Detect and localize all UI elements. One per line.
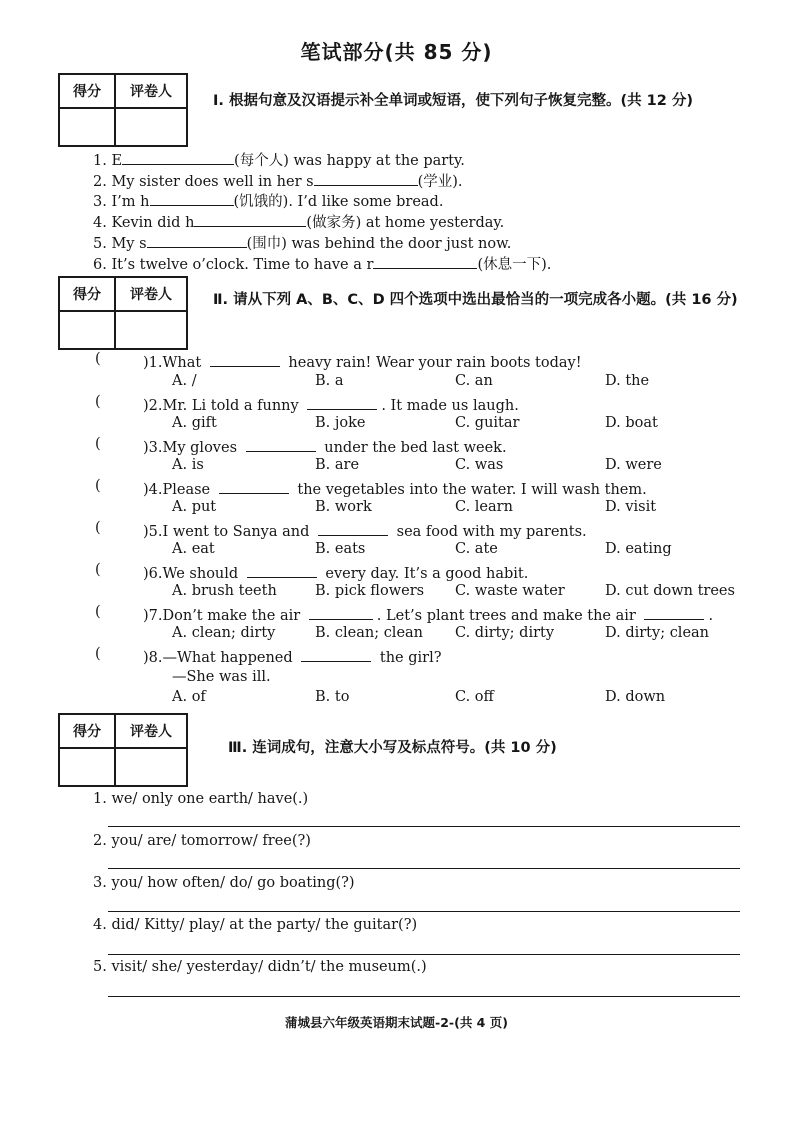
item-prefix: h xyxy=(185,215,195,231)
answer-blank xyxy=(309,604,373,620)
section3-heading: Ⅲ. 连词成句，注意大小写及标点符号。(共 10 分) xyxy=(228,740,557,756)
option-a[interactable]: A. put xyxy=(172,499,217,515)
question-text-after: sea food with my parents. xyxy=(392,524,587,540)
item-text-before: Kevin did xyxy=(111,215,186,231)
question-number: )6. xyxy=(143,566,163,582)
s1-item-3 xyxy=(93,190,443,212)
item-number: 4. xyxy=(93,917,107,933)
option-b[interactable]: B. a xyxy=(315,373,344,389)
answer-line[interactable] xyxy=(108,826,740,827)
option-a[interactable]: A. / xyxy=(172,373,197,389)
section1-heading: Ⅰ. 根据句意及汉语提示补全单词或短语，使下列句子恢复完整。(共 12 分) xyxy=(213,93,693,109)
item-text-after: (围巾) was behind the door just now. xyxy=(246,236,512,252)
option-d[interactable]: D. visit xyxy=(605,499,657,515)
question-text-before: Please xyxy=(162,482,215,498)
s2-question-3 xyxy=(143,436,507,458)
question-text-before: Don’t make the air xyxy=(162,608,305,624)
option-a[interactable]: A. of xyxy=(172,689,206,705)
grader-label: 评卷人 xyxy=(115,74,187,108)
question-text-before: What xyxy=(162,355,206,371)
item-prefix: E xyxy=(111,153,123,169)
answer-blank xyxy=(246,436,316,452)
answer-paren[interactable]: ( xyxy=(95,436,101,452)
answer-blank[interactable] xyxy=(122,149,234,165)
option-c[interactable]: C. dirty; dirty xyxy=(455,625,555,641)
item-text-before: I’m xyxy=(111,194,141,210)
question-number: )3. xyxy=(143,440,163,456)
answer-line[interactable] xyxy=(108,996,740,997)
item-text-after: (休息一下). xyxy=(477,257,552,273)
s2-question-8-reply: —She was ill. xyxy=(172,669,271,685)
item-text-before: My xyxy=(111,236,140,252)
grader-cell[interactable] xyxy=(115,311,187,349)
option-a[interactable]: A. clean; dirty xyxy=(172,625,276,641)
question-text-before: I went to Sanya and xyxy=(162,524,315,540)
score-label: 得分 xyxy=(59,714,115,748)
item-prefix: s xyxy=(139,236,147,252)
s3-item-1 xyxy=(93,789,308,809)
s1-item-5 xyxy=(93,232,511,254)
answer-paren[interactable]: ( xyxy=(95,351,101,367)
score-cell[interactable] xyxy=(59,748,115,786)
score-label: 得分 xyxy=(59,74,115,108)
item-text-after: (每个人) was happy at the party. xyxy=(234,153,465,169)
s3-item-5 xyxy=(93,957,427,977)
question-text-after: every day. It’s a good habit. xyxy=(320,566,529,582)
grader-cell[interactable] xyxy=(115,748,187,786)
question-number: )8. xyxy=(143,650,163,666)
option-d[interactable]: D. down xyxy=(605,689,666,705)
question-number: )2. xyxy=(143,398,163,414)
answer-paren[interactable]: ( xyxy=(95,562,101,578)
item-prefix: s xyxy=(306,174,314,190)
item-text-after: (饥饿的). I’d like some bread. xyxy=(233,194,444,210)
answer-blank[interactable] xyxy=(150,190,234,206)
page-footer: 蒲城县六年级英语期末试题-2-(共 4 页) xyxy=(285,1015,508,1030)
s1-item-1 xyxy=(93,149,465,171)
item-number: 2. xyxy=(93,174,107,190)
grader-cell[interactable] xyxy=(115,108,187,146)
grader-label: 评卷人 xyxy=(115,714,187,748)
question-text-after: heavy rain! Wear your rain boots today! xyxy=(283,355,582,371)
answer-blank[interactable] xyxy=(194,211,306,227)
item-text: you/ are/ tomorrow/ free(?) xyxy=(111,833,311,849)
item-number: 6. xyxy=(93,257,107,273)
item-text: you/ how often/ do/ go boating(?) xyxy=(111,875,355,891)
answer-blank xyxy=(247,562,317,578)
option-b[interactable]: B. joke xyxy=(315,415,366,431)
option-c[interactable]: C. learn xyxy=(455,499,513,515)
item-text-after: (学业). xyxy=(417,174,463,190)
score-box-2 xyxy=(58,276,188,350)
answer-blank xyxy=(219,478,289,494)
option-c[interactable]: C. was xyxy=(455,457,504,473)
s2-question-1 xyxy=(143,351,582,373)
section2-heading: Ⅱ. 请从下列 A、B、C、D 四个选项中选出最恰当的一项完成各小题。(共 16 分) xyxy=(213,292,738,308)
answer-blank xyxy=(301,646,371,662)
option-c[interactable]: C. an xyxy=(455,373,493,389)
answer-blank[interactable] xyxy=(314,170,418,186)
answer-blank[interactable] xyxy=(373,253,477,269)
s2-question-6 xyxy=(143,562,528,584)
s2-question-8 xyxy=(143,646,442,668)
s3-item-4 xyxy=(93,915,417,935)
option-c[interactable]: C. guitar xyxy=(455,415,520,431)
item-text-after: (做家务) at home yesterday. xyxy=(306,215,505,231)
option-d[interactable]: D. boat xyxy=(605,415,658,431)
answer-paren[interactable]: ( xyxy=(95,394,101,410)
answer-paren[interactable]: ( xyxy=(95,520,101,536)
option-b[interactable]: B. clean; clean xyxy=(315,625,424,641)
score-label: 得分 xyxy=(59,277,115,311)
option-a[interactable]: A. brush teeth xyxy=(172,583,277,599)
question-number: )1. xyxy=(143,355,163,371)
s3-item-2 xyxy=(93,831,311,851)
question-number: )4. xyxy=(143,482,163,498)
question-text-after: . It made us laugh. xyxy=(381,398,519,414)
s2-question-7 xyxy=(143,604,713,626)
answer-line[interactable] xyxy=(108,911,740,912)
page-title: 笔试部分(共 85 分) xyxy=(300,40,493,64)
option-d[interactable]: D. the xyxy=(605,373,650,389)
answer-line[interactable] xyxy=(108,868,740,869)
question-text-after: under the bed last week. xyxy=(319,440,507,456)
s2-question-5 xyxy=(143,520,587,542)
question-text-mid: . Let’s plant trees and make the air xyxy=(376,608,641,624)
option-c[interactable]: C. off xyxy=(455,689,494,705)
question-text-after: . xyxy=(708,608,714,624)
s2-question-4 xyxy=(143,478,647,500)
s1-item-6 xyxy=(93,253,551,275)
option-b[interactable]: B. eats xyxy=(315,541,366,557)
item-number: 2. xyxy=(93,833,107,849)
option-b[interactable]: B. work xyxy=(315,499,372,515)
score-box-1 xyxy=(58,73,188,147)
item-text: did/ Kitty/ play/ at the party/ the guitar(?) xyxy=(111,917,418,933)
s1-item-4 xyxy=(93,211,504,233)
s3-item-3 xyxy=(93,873,355,893)
item-prefix: h xyxy=(140,194,150,210)
item-text-before: It’s twelve o’clock. Time to have a xyxy=(111,257,367,273)
option-b[interactable]: B. to xyxy=(315,689,350,705)
item-number: 3. xyxy=(93,875,107,891)
item-prefix: r xyxy=(366,257,374,273)
answer-blank xyxy=(210,351,280,367)
option-d[interactable]: D. cut down trees xyxy=(605,583,735,599)
item-number: 4. xyxy=(93,215,107,231)
question-text-after: the vegetables into the water. I will wash them. xyxy=(292,482,647,498)
option-b[interactable]: B. are xyxy=(315,457,360,473)
item-number: 3. xyxy=(93,194,107,210)
answer-paren[interactable]: ( xyxy=(95,478,101,494)
answer-paren[interactable]: ( xyxy=(95,646,101,662)
answer-blank[interactable] xyxy=(147,232,247,248)
score-box-3 xyxy=(58,713,188,787)
item-number: 5. xyxy=(93,236,107,252)
answer-blank xyxy=(318,520,388,536)
question-text-before: —What happened xyxy=(162,650,298,666)
item-number: 1. xyxy=(93,791,107,807)
item-number: 5. xyxy=(93,959,107,975)
score-cell[interactable] xyxy=(59,108,115,146)
option-a[interactable]: A. gift xyxy=(172,415,217,431)
answer-blank xyxy=(307,394,377,410)
grader-label: 评卷人 xyxy=(115,277,187,311)
option-d[interactable]: D. were xyxy=(605,457,662,473)
item-text: visit/ she/ yesterday/ didn’t/ the museum(.) xyxy=(111,959,427,975)
s1-item-2 xyxy=(93,170,463,192)
score-cell[interactable] xyxy=(59,311,115,349)
s2-question-2 xyxy=(143,394,519,416)
answer-blank xyxy=(644,604,704,620)
option-b[interactable]: B. pick flowers xyxy=(315,583,425,599)
question-number: )5. xyxy=(143,524,163,540)
answer-line[interactable] xyxy=(108,954,740,955)
question-text-before: My gloves xyxy=(162,440,242,456)
option-c[interactable]: C. waste water xyxy=(455,583,565,599)
item-text: we/ only one earth/ have(.) xyxy=(111,791,309,807)
question-text-before: Mr. Li told a funny xyxy=(162,398,304,414)
option-d[interactable]: D. dirty; clean xyxy=(605,625,710,641)
option-a[interactable]: A. eat xyxy=(172,541,215,557)
option-d[interactable]: D. eating xyxy=(605,541,672,557)
answer-paren[interactable]: ( xyxy=(95,604,101,620)
option-c[interactable]: C. ate xyxy=(455,541,498,557)
question-text-after: the girl? xyxy=(375,650,442,666)
option-a[interactable]: A. is xyxy=(172,457,204,473)
item-text-before: My sister does well in her xyxy=(111,174,307,190)
question-text-before: We should xyxy=(162,566,243,582)
question-number: )7. xyxy=(143,608,163,624)
item-number: 1. xyxy=(93,153,107,169)
